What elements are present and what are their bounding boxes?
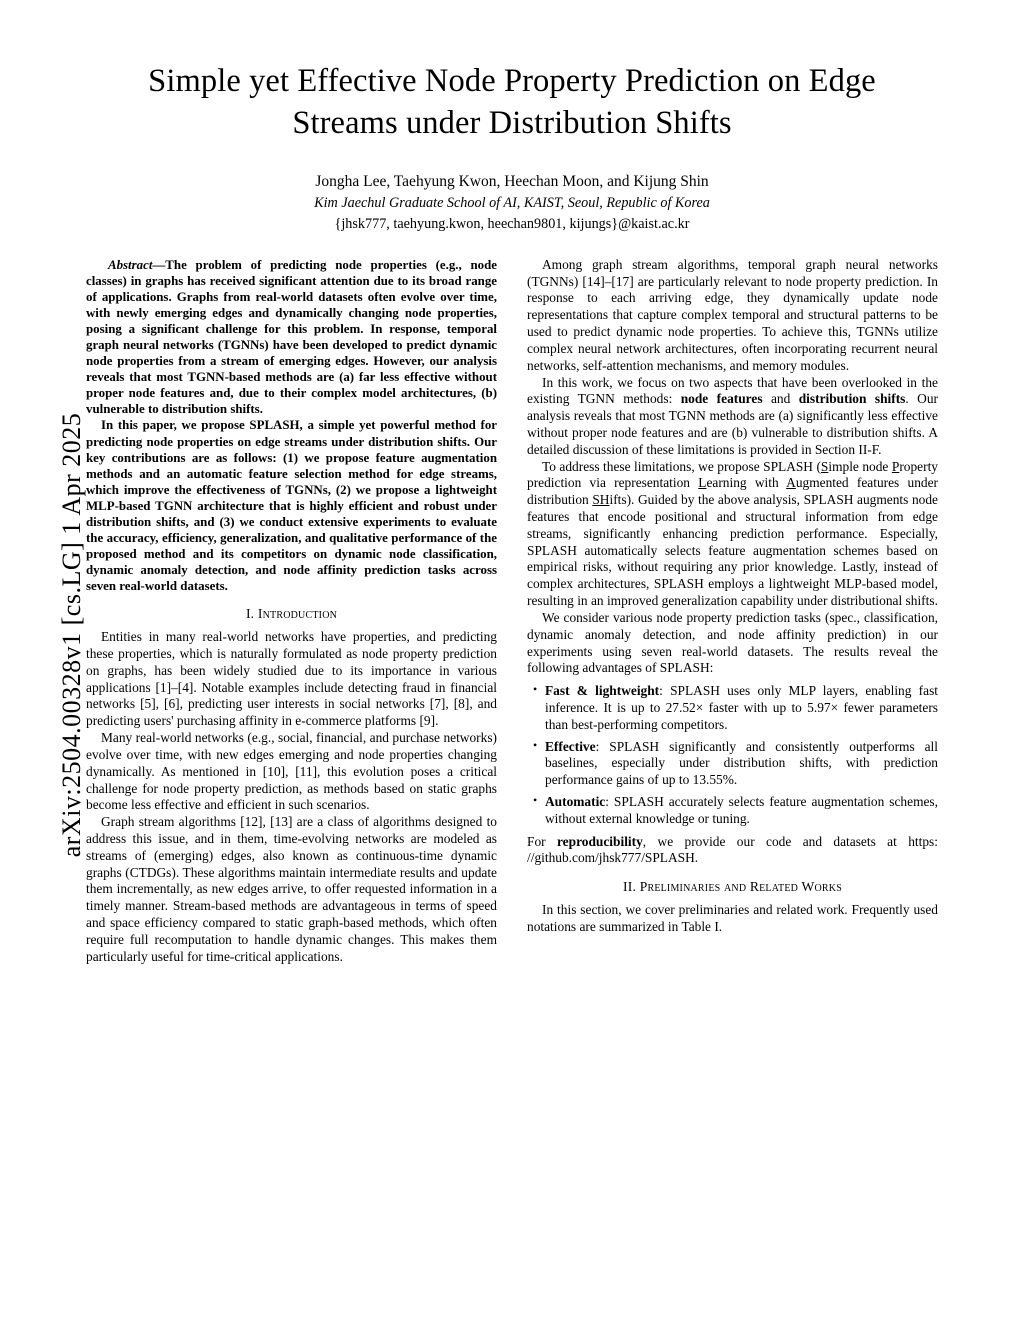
- affiliation: Kim Jaechul Graduate School of AI, KAIST, Seoul, Republic of Korea: [314, 194, 710, 211]
- section-heading-introduction: [86, 605, 497, 622]
- advantages-list: [527, 683, 938, 828]
- splash-acronym-sh: SH: [592, 492, 610, 508]
- list-item: [545, 683, 938, 733]
- splash-text-pre: To address these limitations, we propose SPLASH (: [542, 458, 821, 474]
- abstract-label: Abstract: [108, 257, 153, 272]
- focus-bold-node-features: node features: [680, 391, 763, 407]
- bullet-text-fast-lightweight: : SPLASH uses only MLP layers, enabling fast inference. It is up to 27.52× faster with up to 5.97× fewer parameters than best-performing competitors.: [545, 683, 938, 732]
- reproducibility-paragraph: [527, 834, 938, 868]
- abstract-paragraph-1: Abstract—The problem of predicting node properties (e.g., node classes) in graphs has received significant attention due to its broad range of applications. Graphs from real-world datasets often evolve over time, with newly emerging edges and dynamically changing node properties, posing a significant challenge for this problem. In response, temporal graph neural networks (TGNNs) have been developed to predict dynamic node properties from a stream of emerging edges. However, our analysis reveals that most TGNN-based methods are (a) far less effective without proper node features and, due to their complex model architectures, (b) vulnerable to distribution shifts.: [86, 257, 497, 417]
- splash-paragraph: [527, 459, 938, 610]
- splash-text-1: imple node: [828, 458, 892, 474]
- focus-text-pre: In this work, we focus on two aspects that have been overlooked in the existing TGNN methods:: [527, 374, 938, 407]
- contact-email: {jhsk777, taehyung.kwon, heechan9801, kijungs}@kaist.ac.kr: [334, 215, 690, 232]
- section-title-1: Introduction: [257, 606, 338, 622]
- section-title-2: Preliminaries and Related Works: [639, 879, 842, 895]
- bullet-text-effective: : SPLASH significantly and consistently outperforms all baselines, especially under distribution shifts, with prediction performance gains of up to 13.55%.: [545, 738, 938, 788]
- splash-acronym-a: A: [786, 475, 796, 491]
- intro-paragraph-4: Among graph stream algorithms, temporal graph neural networks (TGNNs) [14]–[17] are particularly relevant to node property prediction. In response to each arriving edge, they dynamically update node representations that capture complex temporal and structural patterns to be used to predict dynamic node properties. To achieve this, TGNNs utilize complex neural network architectures, often incorporating recurrent neural networks, self-attention mechanisms, and memory modules.: [527, 256, 938, 373]
- tasks-paragraph: We consider various node property prediction tasks (spec., classification, dynamic anomaly detection, and node affinity prediction) in our experiments using seven real-world datasets. The results reveal the following advantages of SPLASH:: [527, 609, 938, 676]
- repro-bold-label: reproducibility: [556, 833, 643, 849]
- splash-text-5: ifts). Guided by the above analysis, SPLASH augments node features that encode positional and structural information from edge streams, significantly enhancing prediction performance. Especially, SPLASH automatically selects feature augmentation schemes based on empirical risks, without requiring any prior knowledge. Lastly, instead of complex architectures, SPLASH employs a lightweight MLP-based model, resulting in an improved generalization capability under distributional shifts.: [527, 492, 938, 609]
- list-item: [545, 739, 938, 789]
- bullet-label-fast-lightweight: Fast & lightweight: [545, 683, 660, 699]
- focus-text-post: . Our analysis reveals that most TGNN methods are (a) significantly less effective without proper node features and are (b) vulnerable to distribution shifts. A detailed discussion of these limitations is provided in Section II-F.: [527, 391, 938, 457]
- page-title: Simple yet Effective Node Property Prediction on Edge Streams under Distribution Shifts: [148, 63, 876, 142]
- splash-acronym-l: L: [698, 475, 707, 491]
- bullet-label-automatic: Automatic: [545, 794, 606, 810]
- paper-content: [86, 60, 938, 965]
- intro-paragraph-3: Graph stream algorithms [12], [13] are a class of algorithms designed to address this issue, and in them, time-evolving networks are modeled as streams of (emerging) edges, also known as continuous-time dynamic graphs (CTDGs). These algorithms maintain intermediate results and update them incrementally, as new edges arrive, to offer requested information in a timely manner. Stream-based methods are advantageous in terms of speed and space efficiency compared to static graph-based methods, which often require full recomputation to handle dynamic changes. This makes them particularly useful for time-critical applications.: [86, 814, 497, 964]
- list-item: [545, 794, 938, 828]
- section-number-1: I.: [245, 606, 255, 622]
- right-column: [527, 257, 938, 966]
- splash-acronym-p: P: [891, 458, 900, 474]
- bullet-label-effective: Effective: [545, 738, 596, 754]
- splash-acronym-s: S: [820, 458, 829, 474]
- repro-text-post: , we provide our code and datasets at https: //github.com/jhsk777/SPLASH.: [527, 833, 938, 866]
- author-list: Jongha Lee, Taehyung Kwon, Heechan Moon, and Kijung Shin: [315, 172, 709, 190]
- focus-text-mid: and: [762, 391, 799, 407]
- focus-bold-distribution-shifts: distribution shifts: [798, 391, 906, 407]
- section-number-2: II.: [623, 879, 637, 895]
- splash-text-4: ugmented features under distribution: [527, 475, 938, 508]
- repro-text-pre: For: [527, 833, 557, 849]
- arxiv-stamp: arXiv:2504.00328v1 [cs.LG] 1 Apr 2025: [57, 412, 86, 858]
- splash-text-3: earning with: [706, 475, 787, 491]
- abstract-block: [86, 257, 497, 594]
- splash-text-2: roperty prediction via representation: [527, 458, 938, 491]
- focus-paragraph: [527, 375, 938, 459]
- bullet-text-automatic: : SPLASH accurately selects feature augmentation schemes, without external knowledge or tuning.: [545, 794, 938, 826]
- abstract-paragraph-2: In this paper, we propose SPLASH, a simple yet powerful method for predicting node properties on edge streams under distribution shifts. Our key contributions are as follows: (1) we propose feature augmentation methods and an automatic feature selection method for edge streams, which improve the effectiveness of TGNNs, (2) we propose a lightweight MLP-based TGNN architecture that is highly efficient and robust under distribution shifts, and (3) we conduct extensive experiments to evaluate the accuracy, efficiency, generalization, and qualitative performance of the proposed method and its competitors on dynamic node classification, dynamic anomaly detection, and node affinity prediction tasks across seven real-world datasets.: [86, 418, 497, 594]
- intro-paragraph-2: Many real-world networks (e.g., social, financial, and purchase networks) evolve over time, with new edges emerging and node properties changing dynamically. As mentioned in [10], [11], this evolution poses a critical challenge for node property prediction, as methods based on static graphs become less effective and efficient in such scenarios.: [86, 730, 497, 813]
- section-heading-preliminaries: [527, 878, 938, 895]
- two-column-body: [86, 257, 938, 966]
- abstract-text-1: The problem of predicting node properties (e.g., node classes) in graphs has received significant attention due to its broad range of applications. Graphs from real-world datasets often evolve over time, with newly emerging edges and dynamically changing node properties, posing a significant challenge for this problem. In response, temporal graph neural networks (TGNNs) have been developed to predict dynamic node properties from a stream of emerging edges. However, our analysis reveals that most TGNN-based methods are (a) far less effective without proper node features and, due to their complex model architectures, (b) vulnerable to distribution shifts.: [86, 257, 497, 417]
- intro-paragraph-1: Entities in many real-world networks have properties, and predicting these properties, which is naturally formulated as node property prediction on graphs, has been widely studied due to its importance in various applications [1]–[4]. Notable examples include detecting fraud in financial networks [5], [6], predicting user interests in social networks [7], [8], and predicting users' purchasing affinity in e-commerce platforms [9].: [86, 629, 497, 729]
- left-column: [86, 257, 497, 966]
- preliminaries-paragraph-1: In this section, we cover preliminaries and related work. Frequently used notations are summarized in Table I.: [527, 902, 938, 935]
